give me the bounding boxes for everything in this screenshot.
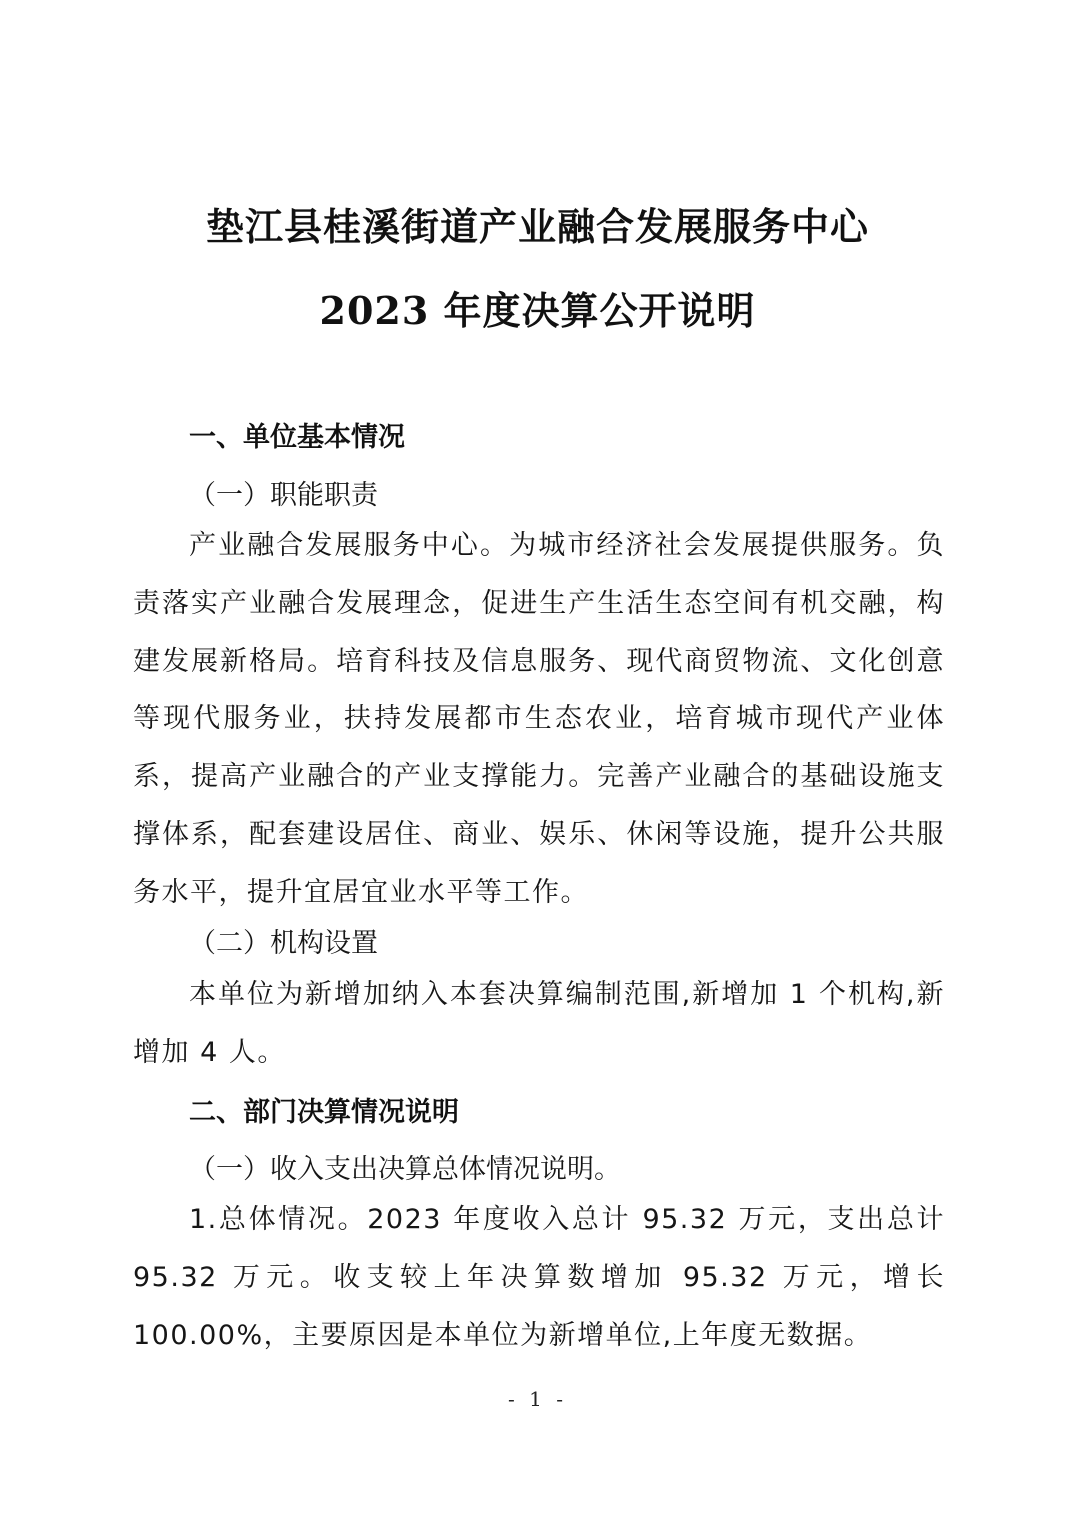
section2-heading: 二、部门决算情况说明 bbox=[189, 1097, 459, 1128]
section1-heading: 一、单位基本情况 bbox=[189, 422, 405, 453]
section1-sub1-paragraph: 产业融合发展服务中心。为城市经济社会发展提供服务。负责落实产业融合发展理念，促进生产生活生态空间有机交融，构建发展新格局。培育科技及信息服务、现代商贸物流、文化创意等现代服务业，扶持发展都市生态农业，培育城市现代产业体系，提高产业融合的产业支撑能力。完善产业融合的基础设施支撑体系，配套建设居住、商业、娱乐、休闲等设施，提升公共服务水平，提升宜居宜业水平等工作。 bbox=[133, 530, 945, 908]
section1-sub1-heading: （一）职能职责 bbox=[189, 480, 378, 511]
section2-sub1-heading: （一）收入支出决算总体情况说明。 bbox=[189, 1154, 621, 1185]
section1-sub2-heading: （二）机构设置 bbox=[189, 928, 378, 959]
section2-sub1-paragraph: 1.总体情况。2023 年度收入总计 95.32 万元，支出总计 95.32 万元。收支较上年决算数增加 95.32 万元，增长 100.00%，主要原因是本单位为新增单位,上年度无数据。 bbox=[133, 1204, 945, 1351]
section1-sub2-paragraph: 本单位为新增加纳入本套决算编制范围,新增加 1 个机构,新增加 4 人。 bbox=[133, 979, 945, 1068]
page-number: - 1 - bbox=[508, 1387, 567, 1411]
document-title-line1: 垫江县桂溪街道产业融合发展服务中心 bbox=[205, 204, 869, 249]
document-title-line2: 2023 年度决算公开说明 bbox=[319, 288, 756, 333]
